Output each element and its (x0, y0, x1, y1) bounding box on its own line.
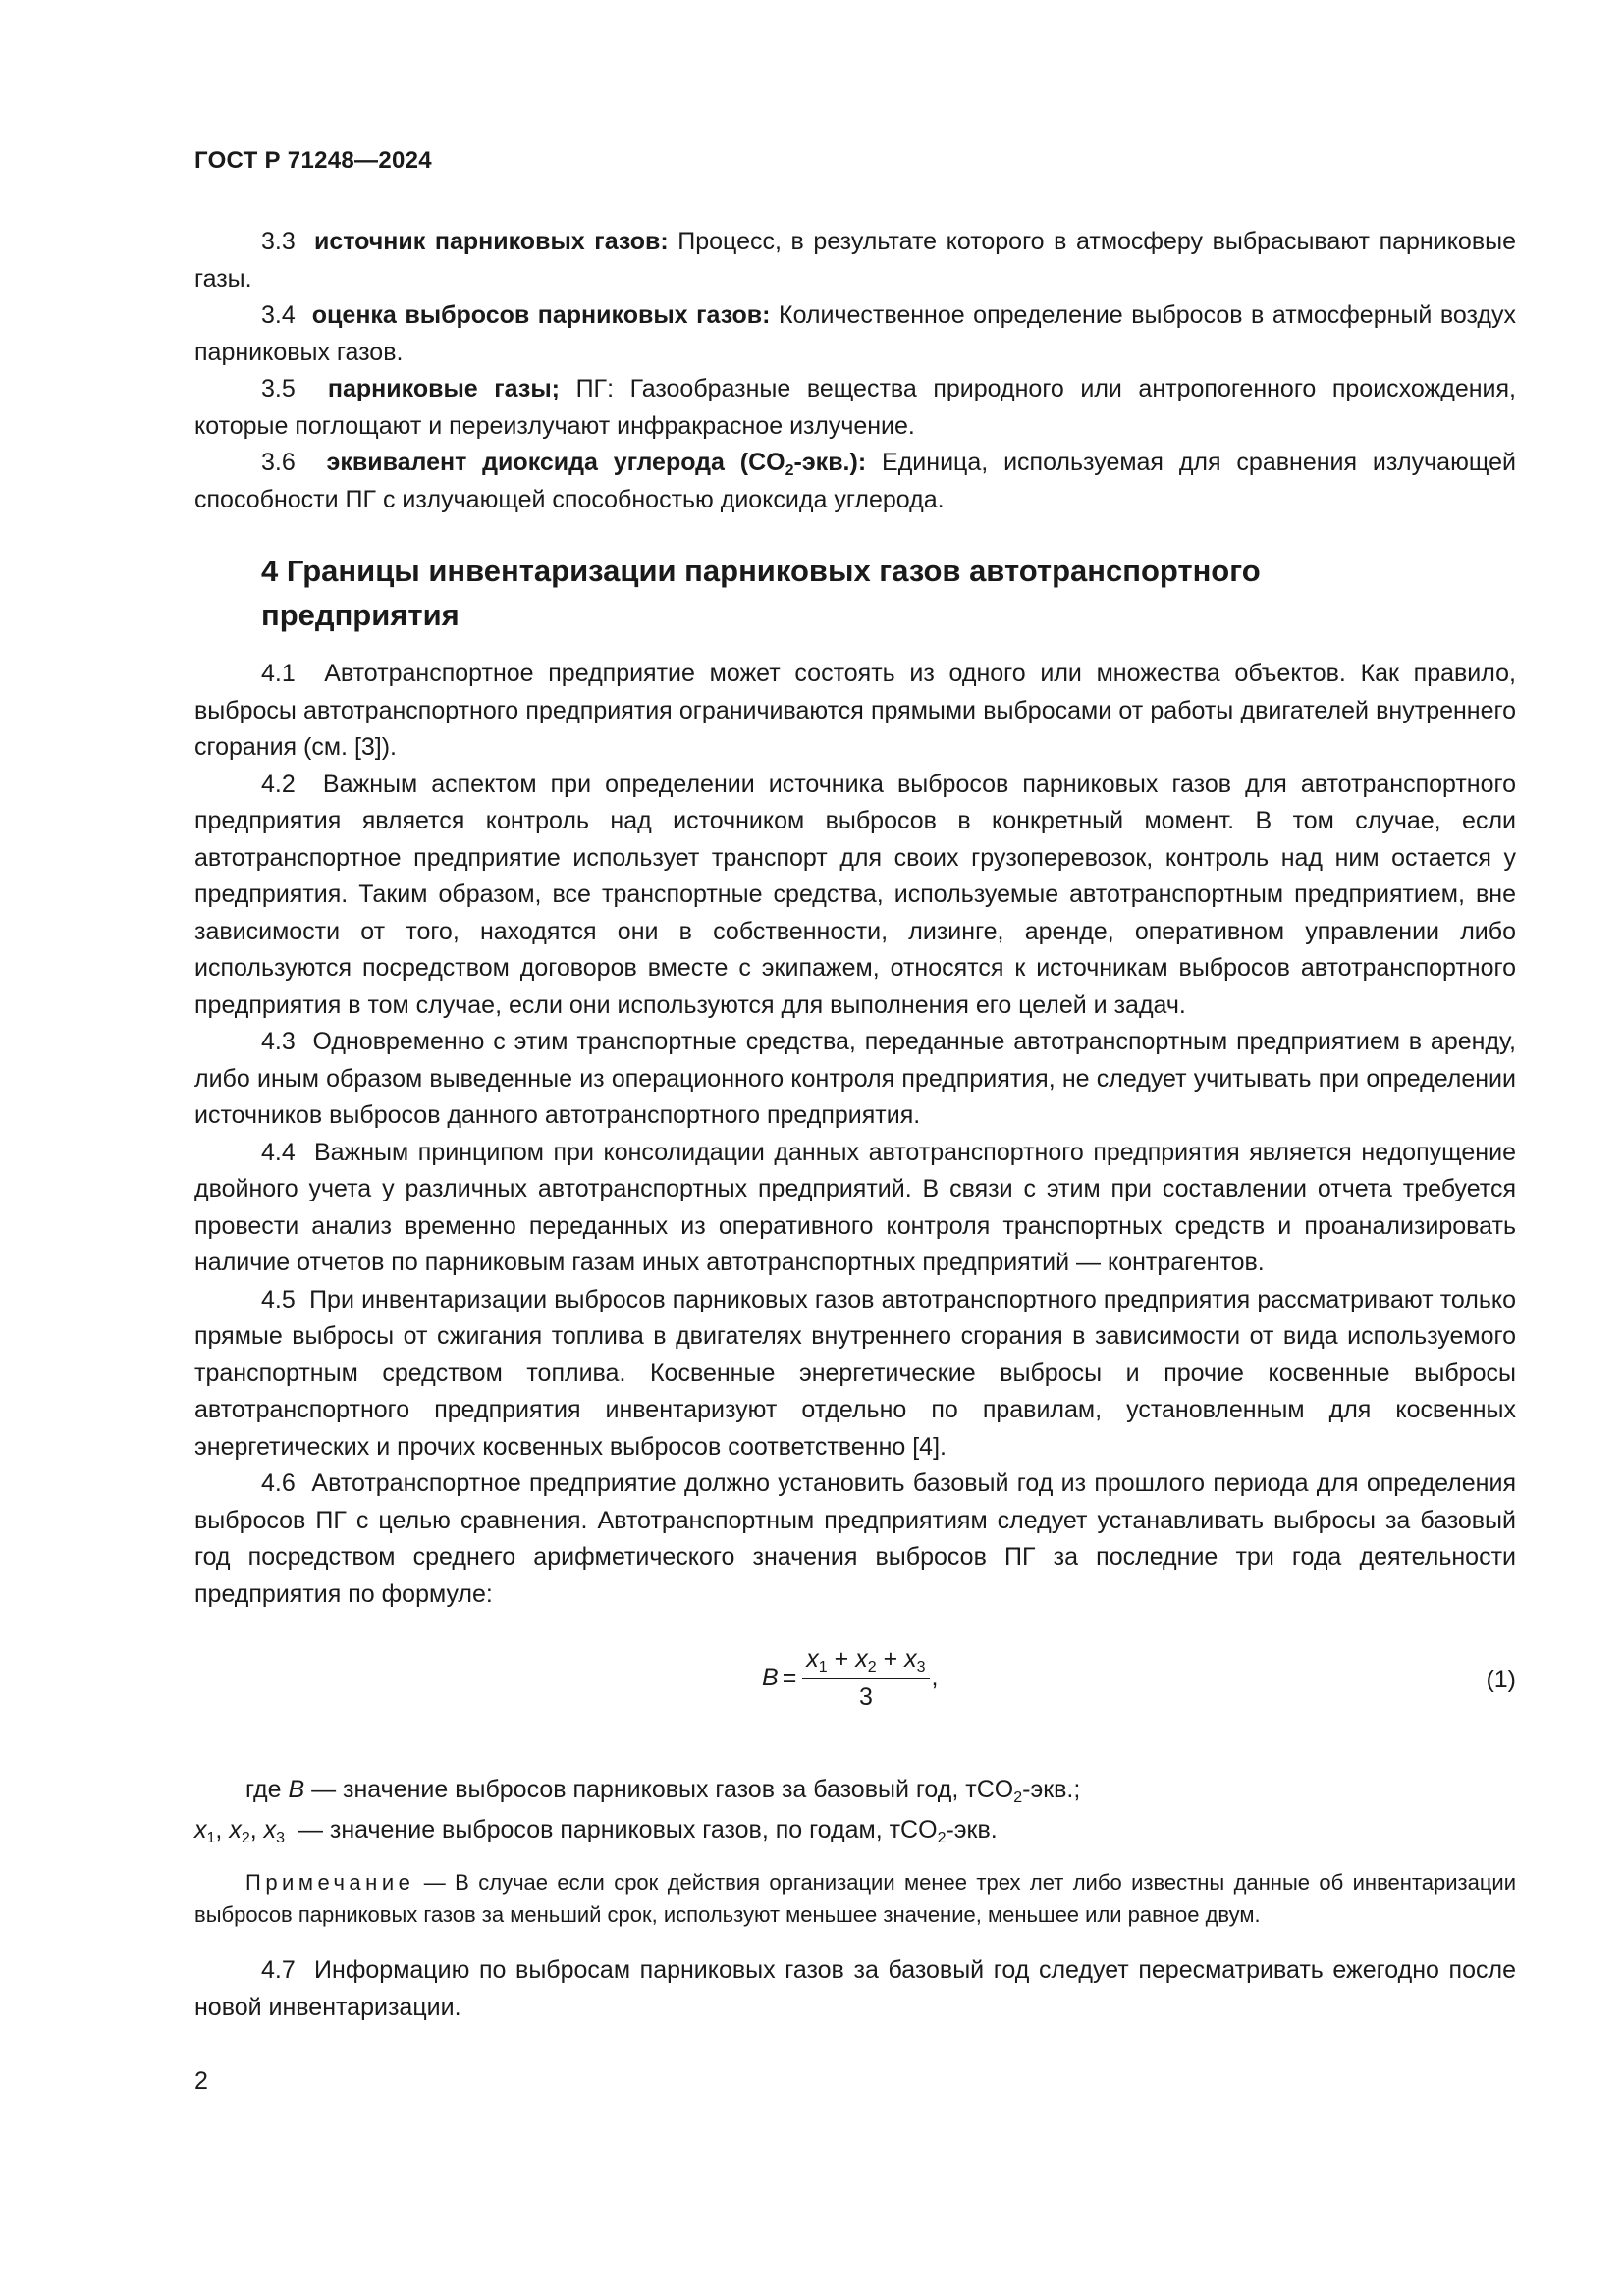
formula-numerator: $x_1 + x_2 + x_3$ (802, 1644, 929, 1679)
definition-term: эквивалент диоксида углерода $(CO_2-экв.)$: (326, 449, 867, 479)
legend-row-b: где B — значение выбросов парниковых газов за базовый год, тCO$_2$-экв.; (245, 1776, 1081, 1806)
formula-block (194, 1630, 1516, 1748)
definition-3-5: 3.5 парниковые газы; ПГ: Газообразные вещества природного или антропогенного происхождения, которые поглощают и переизлучают инфракрасное излучение. (194, 375, 1516, 440)
note (194, 1866, 1516, 1931)
note-label: Примечание (245, 1870, 415, 1895)
section-title: 4 Границы инвентаризации парниковых газов автотранспортного предприятия (261, 554, 1261, 632)
definition-3-4: 3.4 оценка выбросов парниковых газов: Количественное определение выбросов в атмосферный воздух парниковых газов. (194, 301, 1516, 366)
formula-equals: = (782, 1664, 797, 1691)
document-code-header: ГОСТ Р 71248—2024 (194, 147, 432, 174)
paragraph-4-3: 4.3 Одновременно с этим транспортные средства, переданные автотранспортным предприятием в аренду, либо иным образом выведенные из операционного контроля предприятия, не следует учитывать при определении источников выбросов данного автотранспортного предприятия. (194, 1028, 1516, 1129)
formula-trailing-comma: , (931, 1664, 939, 1691)
note-text: — В случае если срок действия организации менее трех лет либо известны данные об инвентаризации выбросов парниковых газов за меньший срок, используют меньшее значение, меньшее или равное двум. (194, 1870, 1517, 1927)
paragraph-4-4: 4.4 Важным принципом при консолидации данных автотранспортного предприятия является недопущение двойного учета у различных автотранспортных предприятий. В связи с этим при составлении отчета требуется провести анализ временно переданных из оперативного контроля транспортных средств и проанализировать наличие отчетов по парниковым газам иных автотранспортных предприятий — контрагентов. (194, 1138, 1516, 1276)
formula-fraction (802, 1644, 929, 1712)
definition-3-3: 3.3 источник парниковых газов: Процесс, в результате которого в атмосферу выбрасывают парниковые газы. (194, 228, 1516, 293)
formula-lhs: B (762, 1664, 779, 1691)
definition-3-6: 3.6 эквивалент диоксида углерода $(CO_2-экв.)$: Единица, используемая для сравнения излучающей способности ПГ с излучающей способностью диоксида углерода. (194, 449, 1516, 513)
formula (762, 1644, 939, 1712)
page-number: 2 (194, 2067, 208, 2095)
document-body (194, 224, 1516, 2026)
formula-denominator: 3 (858, 1683, 873, 1711)
paragraph-4-5: 4.5 При инвентаризации выбросов парниковых газов автотранспортного предприятия рассматривают только прямые выбросы от сжигания топлива в двигателях внутреннего сгорания в зависимости от вида используемого транспортным средством топлива. Косвенные энергетические выбросы и прочие косвенные выбросы автотранспортного предприятия инвентаризуют отдельно по правилам, установленным для косвенных энергетических и прочих косвенных выбросов соответственно [4]. (194, 1285, 1516, 1461)
definition-term: оценка выбросов парниковых газов: (311, 301, 771, 329)
paragraph-4-2: 4.2 Важным аспектом при определении источника выбросов парниковых газов для автотранспортного предприятия является контроль над источником выбросов в конкретный момент. В том случае, если автотранспортное предприятие использует транспорт для своих грузоперевозок, контроль над ним остается у предприятия. Таким образом, все транспортные средства, используемые автотранспортным предприятием, вне зависимости от того, находятся они в собственности, лизинге, аренде, оперативном управлении либо используются посредством договоров вместе с экипажем, относятся к источникам выбросов автотранспортного предприятия в том случае, если они используются для выполнения его целей и задач. (194, 770, 1516, 1019)
paragraph-4-6: 4.6 Автотранспортное предприятие должно установить базовый год из прошлого периода для определения выбросов ПГ с целью сравнения. Автотранспортным предприятиям следует устанавливать выбросы за базовый год посредством среднего арифметического значения выбросов ПГ за последние три года деятельности предприятия по формуле: (194, 1469, 1516, 1608)
paragraph-4-7: 4.7 Информацию по выбросам парниковых газов за базовый год следует пересматривать ежегодно после новой инвентаризации. (194, 1956, 1516, 2021)
paragraph-4-1: 4.1 Автотранспортное предприятие может состоять из одного или множества объектов. Как правило, выбросы автотранспортного предприятия ограничиваются прямыми выбросами от работы двигателей внутреннего сгорания (см. [3]). (194, 660, 1516, 761)
formula-number: (1) (1486, 1666, 1516, 1693)
definition-term: источник парниковых газов: (313, 228, 669, 255)
formula-legend (194, 1770, 1516, 1850)
definition-term: парниковые газы; (327, 375, 560, 402)
legend-row-x: $x_1$, $x_2$, $x_3$ — значение выбросов парниковых газов, по годам, тCO$_2$-экв. (194, 1816, 998, 1846)
